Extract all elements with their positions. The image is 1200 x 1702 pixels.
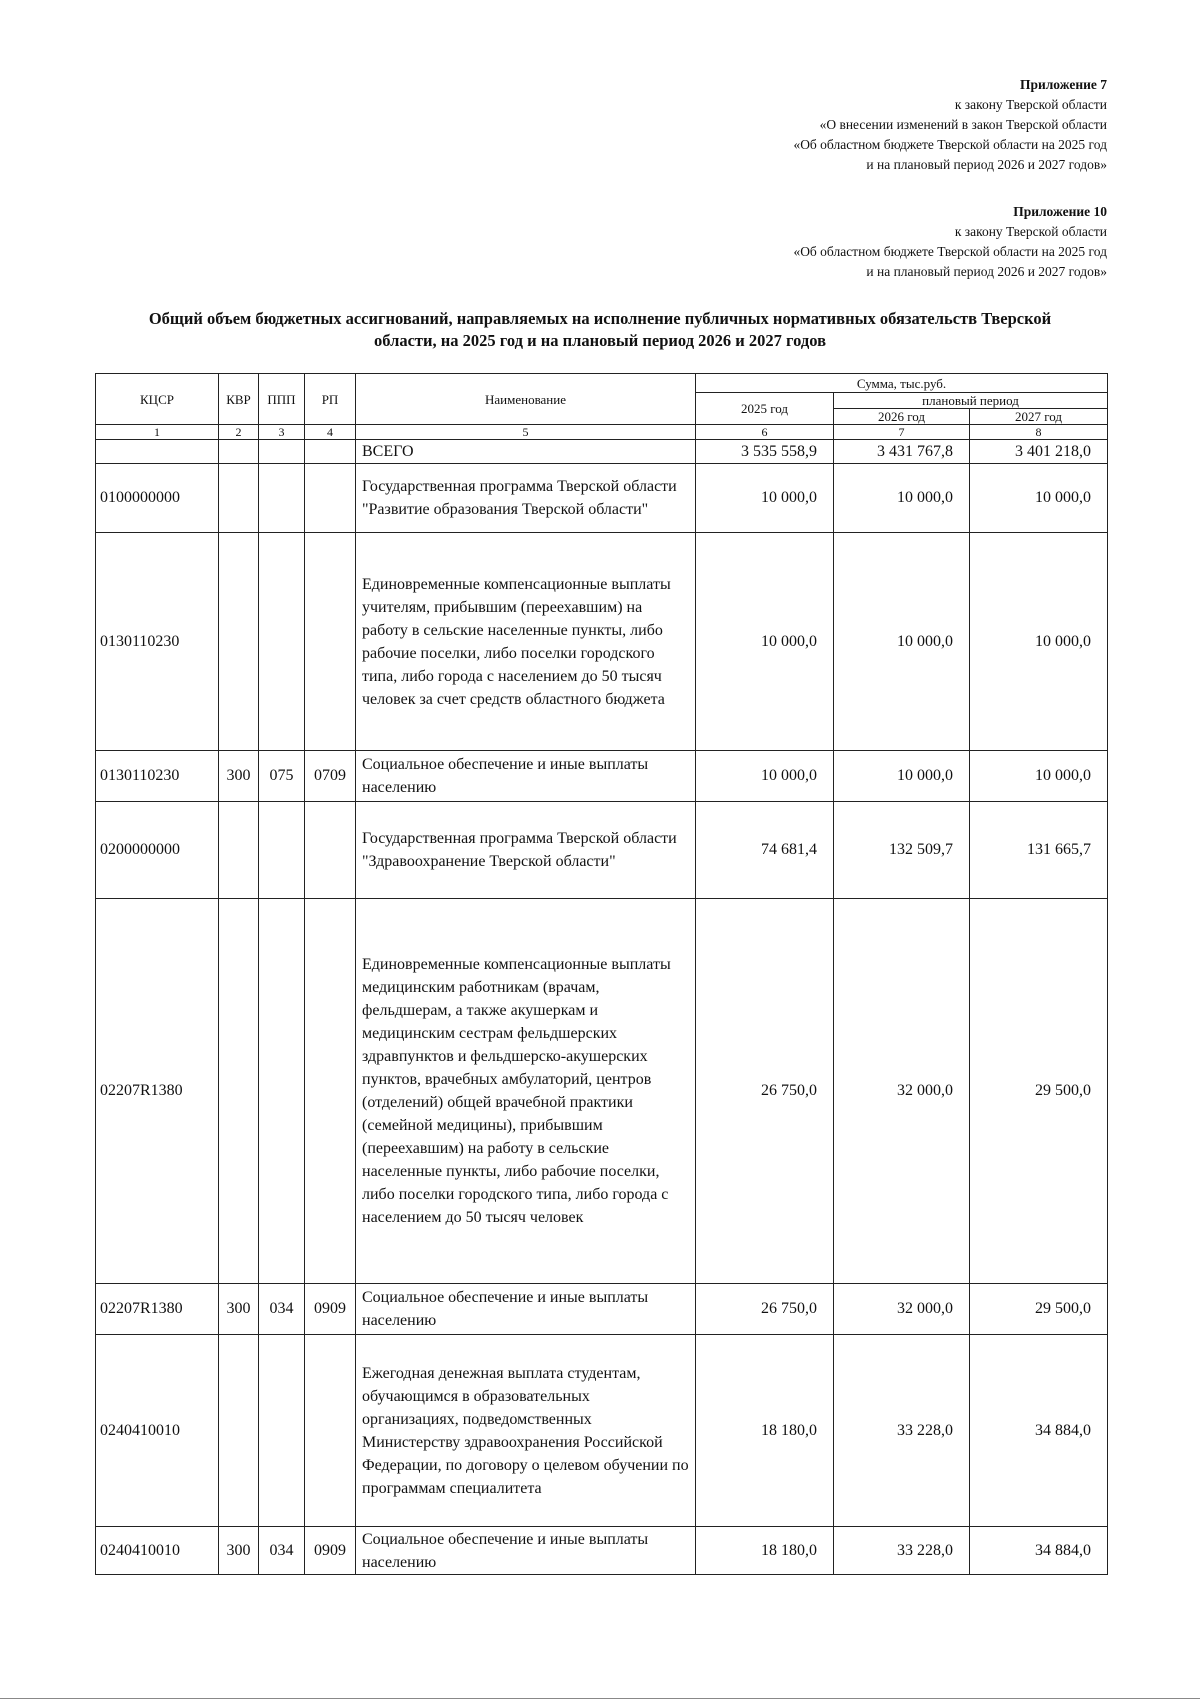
cell-rp: 0909 [305,1284,356,1335]
cell-2026: 32 000,0 [834,1284,970,1335]
column-number: 5 [356,425,696,440]
cell-2025: 10 000,0 [696,464,834,533]
header-kvr: КВР [219,374,259,425]
table-row [96,899,1108,1284]
cell-kvr [219,464,259,533]
cell-kvr: 300 [219,1527,259,1575]
total-row [96,440,1108,464]
cell-ppp: 034 [259,1284,305,1335]
appendix-7-line: «О внесении изменений в закон Тверской области [819,117,1107,132]
cell-rp [305,1335,356,1527]
cell-2025: 26 750,0 [696,899,834,1284]
column-numbers-row [96,425,1108,440]
header-rp: РП [305,374,356,425]
cell-2026: 33 228,0 [834,1527,970,1575]
cell-name: Социальное обеспечение и иные выплаты населению [356,1527,696,1575]
cell-kcsr: 0130110230 [96,533,219,751]
cell-2026: 10 000,0 [834,751,970,802]
cell-kvr [219,1335,259,1527]
document-title-line-2: области, на 2025 год и на плановый период 2026 и 2027 годов [373,331,826,350]
appendix-10-line: «Об областном бюджете Тверской области на 2025 год [793,244,1107,259]
cell-kvr [219,533,259,751]
column-number: 1 [96,425,219,440]
header-ppp: ППП [259,374,305,425]
cell-2025: 26 750,0 [696,1284,834,1335]
cell-name: Ежегодная денежная выплата студентам, обучающимся в образовательных организациях, подведомственных Министерству здравоохранения Российской Федерации, по договору о целевом обучении по программам специалитета [356,1335,696,1527]
cell-ppp: 075 [259,751,305,802]
appendix-7-title: Приложение 7 [1019,77,1107,92]
cell-name: Государственная программа Тверской области "Здравоохранение Тверской области" [356,802,696,899]
header-2027: 2027 год [970,409,1108,425]
document-title [90,308,1110,352]
table-row [96,1284,1108,1335]
column-number: 7 [834,425,970,440]
cell-kcsr: 0100000000 [96,464,219,533]
table-row [96,1335,1108,1527]
cell-2026: 33 228,0 [834,1335,970,1527]
cell-ppp [259,899,305,1284]
cell-kcsr: 0130110230 [96,751,219,802]
appendix-10-line: и на плановый период 2026 и 2027 годов» [866,264,1107,279]
cell-name: Социальное обеспечение и иные выплаты населению [356,751,696,802]
cell-2027: 29 500,0 [970,899,1108,1284]
header-sum: Сумма, тыс.руб. [696,374,1108,393]
cell-2027: 34 884,0 [970,1335,1108,1527]
document-title-line-1: Общий объем бюджетных ассигнований, направляемых на исполнение публичных нормативных обязательств Тверской [148,309,1052,328]
appendix-10-line: к закону Тверской области [954,224,1107,239]
cell-rp [305,802,356,899]
cell-2027: 10 000,0 [970,533,1108,751]
cell-kcsr: 02207R1380 [96,899,219,1284]
cell-2026: 10 000,0 [834,464,970,533]
cell-2027: 29 500,0 [970,1284,1108,1335]
cell-2026: 32 000,0 [834,899,970,1284]
column-number: 6 [696,425,834,440]
table-row [96,751,1108,802]
cell-ppp [259,464,305,533]
cell-rp [305,533,356,751]
appendix-7-line: к закону Тверской области [954,97,1107,112]
total-label: ВСЕГО [356,440,696,464]
budget-table [95,373,1108,1575]
total-2025: 3 535 558,9 [696,440,834,464]
cell-2027: 10 000,0 [970,464,1108,533]
cell-name: Единовременные компенсационные выплаты учителям, прибывшим (переехавшим) на работу в сельские населенные пункты, либо рабочие поселки, либо поселки городского типа, либо города с населением до 50 тысяч человек за счет средств областного бюджета [356,533,696,751]
table-row [96,802,1108,899]
appendix-10-header [793,202,1107,282]
table-row [96,464,1108,533]
cell-kcsr: 0200000000 [96,802,219,899]
appendix-10-title: Приложение 10 [1013,204,1107,219]
cell-2027: 34 884,0 [970,1527,1108,1575]
cell-2025: 74 681,4 [696,802,834,899]
cell-rp [305,899,356,1284]
page-bottom-edge [0,1698,1200,1699]
cell-2025: 18 180,0 [696,1527,834,1575]
header-2025: 2025 год [696,393,834,425]
cell-rp: 0709 [305,751,356,802]
cell-ppp [259,1335,305,1527]
header-planned-period: плановый период [834,393,1108,409]
cell-kcsr: 02207R1380 [96,1284,219,1335]
header-kcsr: КЦСР [96,374,219,425]
cell-kcsr: 0240410010 [96,1527,219,1575]
cell-name: Социальное обеспечение и иные выплаты населению [356,1284,696,1335]
cell-ppp: 034 [259,1527,305,1575]
cell-rp [305,464,356,533]
cell-kvr [219,802,259,899]
cell-2026: 132 509,7 [834,802,970,899]
cell-2025: 10 000,0 [696,533,834,751]
column-number: 8 [970,425,1108,440]
total-2026: 3 431 767,8 [834,440,970,464]
appendix-7-line: и на плановый период 2026 и 2027 годов» [866,157,1107,172]
cell-rp: 0909 [305,1527,356,1575]
appendix-7-header [793,75,1107,175]
cell-kvr: 300 [219,751,259,802]
cell-2027: 131 665,7 [970,802,1108,899]
cell-2025: 10 000,0 [696,751,834,802]
header-name: Наименование [356,374,696,425]
appendix-7-line: «Об областном бюджете Тверской области на 2025 год [793,137,1107,152]
cell-name: Единовременные компенсационные выплаты медицинским работникам (врачам, фельдшерам, а также акушеркам и медицинским сестрам фельдшерских здравпунктов и фельдшерско-акушерских пунктов, врачебных амбулаторий, центров (отделений) общей врачебной практики (семейной медицины), прибывшим (переехавшим) на работу в сельские населенные пункты, либо рабочие поселки, либо поселки городского типа, либо города с населением до 50 тысяч человек [356,899,696,1284]
cell-ppp [259,533,305,751]
column-number: 4 [305,425,356,440]
cell-kvr: 300 [219,1284,259,1335]
cell-2027: 10 000,0 [970,751,1108,802]
column-number: 2 [219,425,259,440]
total-2027: 3 401 218,0 [970,440,1108,464]
cell-name: Государственная программа Тверской области "Развитие образования Тверской области" [356,464,696,533]
column-number: 3 [259,425,305,440]
cell-2025: 18 180,0 [696,1335,834,1527]
table-row [96,533,1108,751]
cell-kvr [219,899,259,1284]
header-2026: 2026 год [834,409,970,425]
table-row [96,1527,1108,1575]
cell-kcsr: 0240410010 [96,1335,219,1527]
cell-ppp [259,802,305,899]
cell-2026: 10 000,0 [834,533,970,751]
